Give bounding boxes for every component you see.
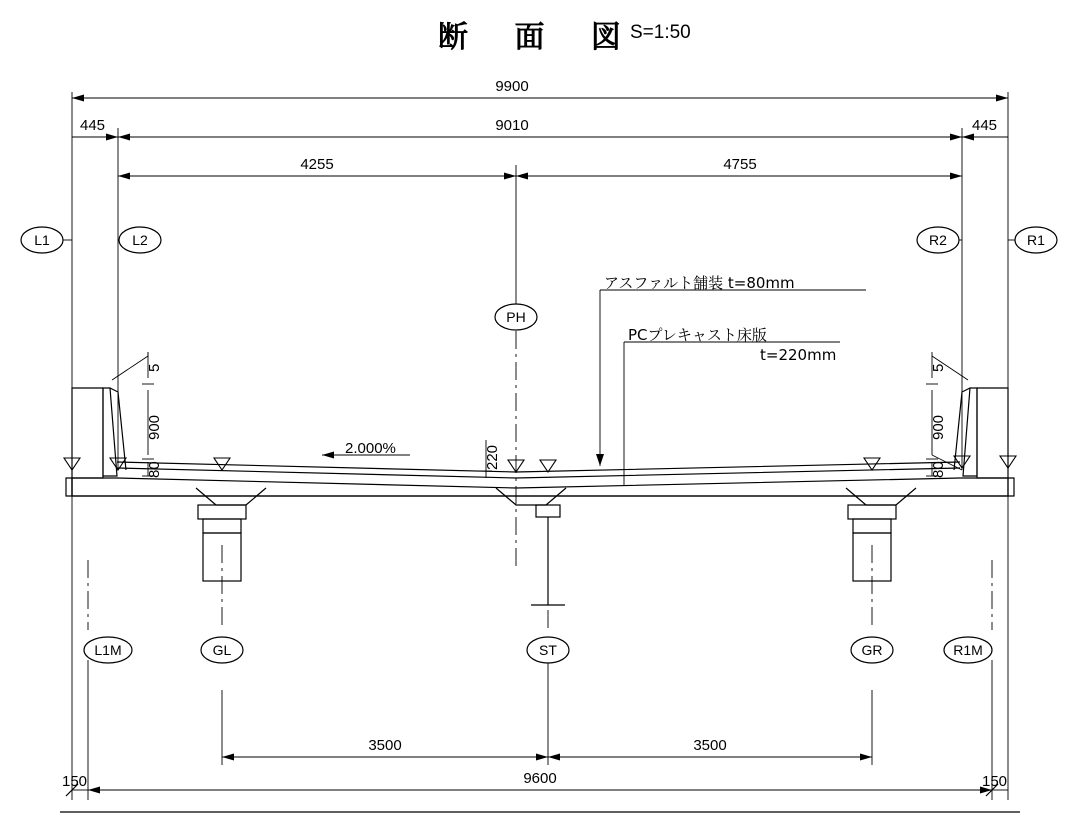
dim-left-edge: 445 <box>80 117 106 134</box>
dim-barrier-base-right: 80 <box>930 461 947 478</box>
note-pavement: アスファルト舗装 t=80mm <box>604 274 795 292</box>
marker-l1m: L1M <box>94 642 122 658</box>
dim-bottom-right-edge: 150 <box>982 773 1008 790</box>
note-deck-line1: PCプレキャスト床版 <box>628 326 767 344</box>
dim-slab-thickness: 220 <box>484 444 501 470</box>
marker-l2: L2 <box>132 232 148 248</box>
marker-gr: GR <box>861 642 883 658</box>
marker-ph: PH <box>506 309 526 325</box>
marker-r1m: R1M <box>953 642 983 658</box>
marker-l1: L1 <box>34 232 50 248</box>
dim-overall-top: 9900 <box>495 78 529 95</box>
dim-barrier-top-right: 5 <box>930 363 947 372</box>
scale-label: S=1:50 <box>630 22 691 43</box>
dim-inner-top: 9010 <box>495 117 529 134</box>
dim-girder-left: 3500 <box>368 737 402 754</box>
dim-right-edge: 445 <box>972 117 998 134</box>
dim-left-half: 4255 <box>300 156 334 173</box>
dim-crossfall: 2.000% <box>345 440 396 457</box>
dim-barrier-top-left: 5 <box>146 363 163 372</box>
dim-bottom-left-edge: 150 <box>62 773 88 790</box>
dim-girder-right: 3500 <box>693 737 727 754</box>
page-title: 断 面 図 <box>438 20 639 55</box>
marker-r1: R1 <box>1027 232 1045 248</box>
dim-overall-bottom: 9600 <box>523 770 557 787</box>
dim-barrier-height-right: 900 <box>930 414 947 440</box>
marker-gl: GL <box>212 642 232 658</box>
marker-st: ST <box>539 642 557 658</box>
note-deck-line2: t=220mm <box>760 346 837 364</box>
marker-r2: R2 <box>929 232 947 248</box>
dim-barrier-height-left: 900 <box>146 414 163 440</box>
dim-right-half: 4755 <box>723 156 757 173</box>
dim-barrier-base-left: 80 <box>146 461 163 478</box>
